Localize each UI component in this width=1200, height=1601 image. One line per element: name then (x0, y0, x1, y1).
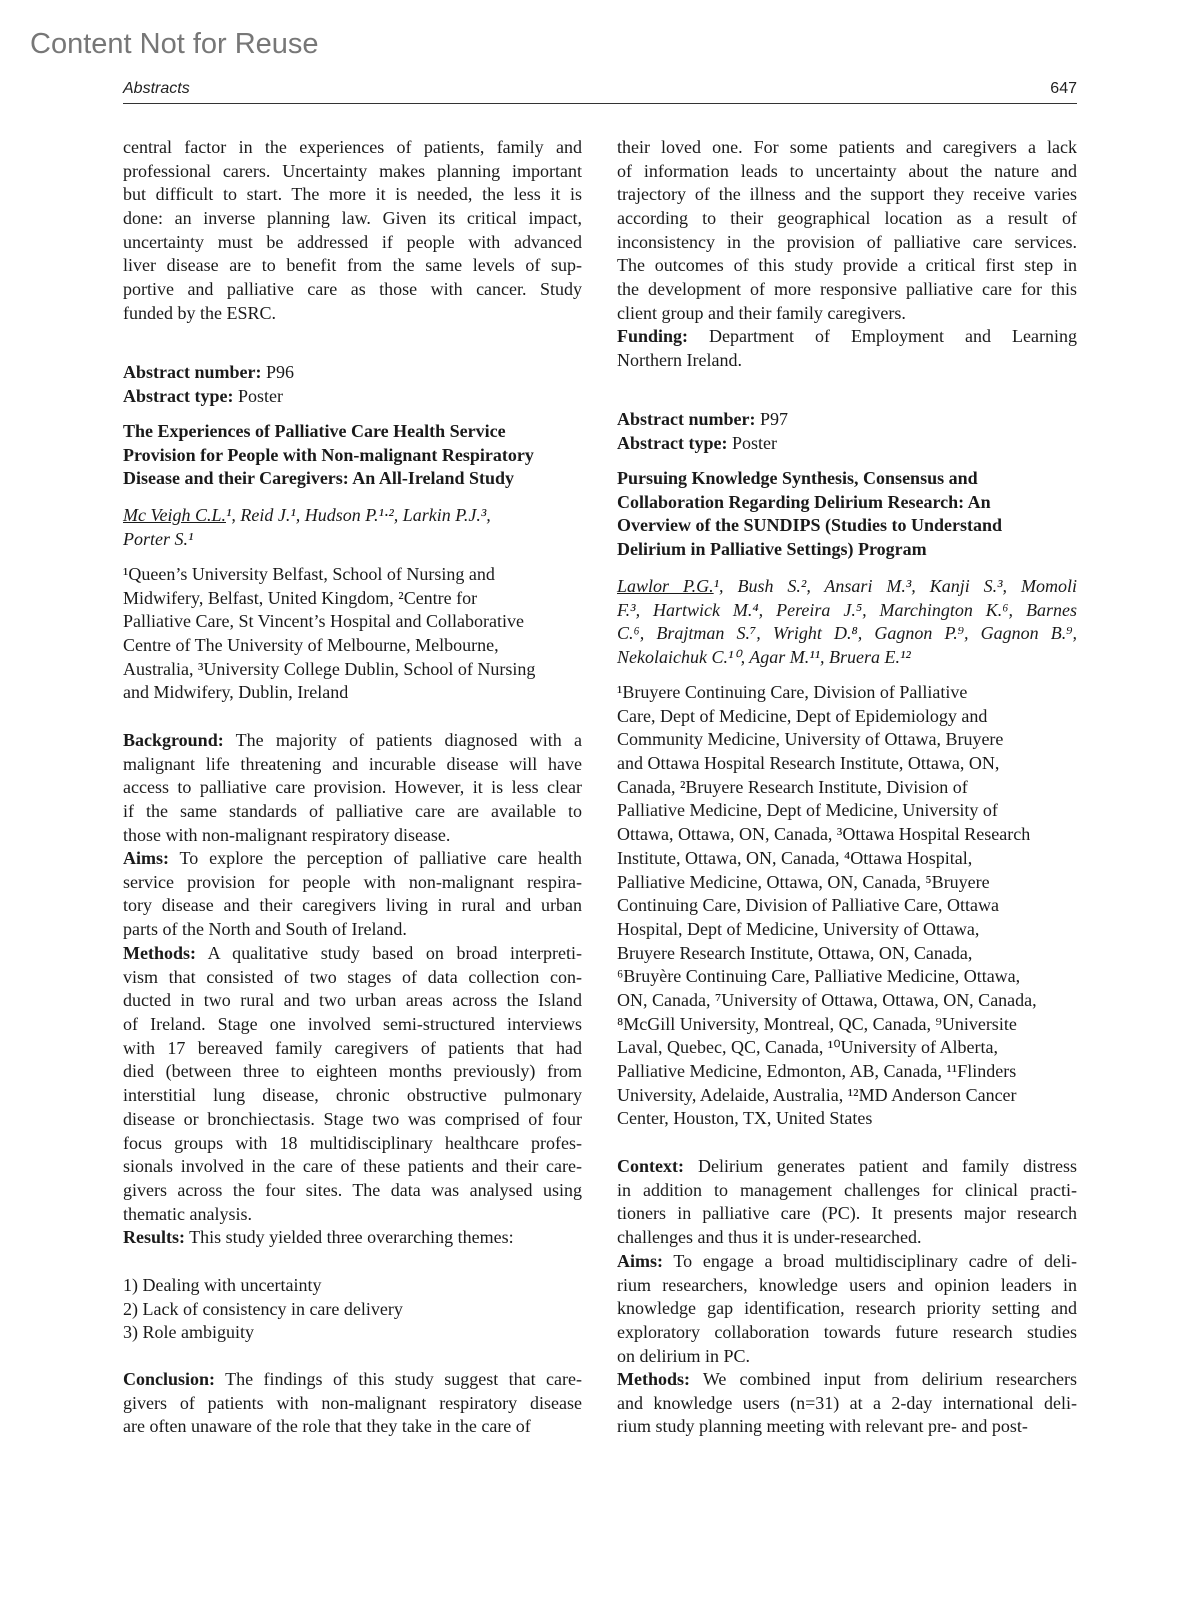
text-line (123, 1037, 582, 1061)
text-line: portive and palliative care as those with cancer. Study (123, 279, 582, 300)
text-line (617, 1321, 1077, 1345)
text-line (617, 575, 1077, 599)
line-text: The majority of patients diagnosed with a (223, 730, 582, 750)
text-line: but difficult to start. The more it is needed, the less it is (123, 184, 582, 205)
text-line: Palliative Medicine, Dept of Medicine, University of (617, 800, 998, 821)
text-line (123, 800, 582, 824)
text-line (123, 504, 582, 528)
section-label: Abstract type: (123, 385, 234, 406)
text-line: Continuing Care, Division of Palliative Care, Ottawa (617, 895, 999, 916)
text-line: Overview of the SUNDIPS (Studies to Understand (617, 515, 1003, 536)
p97-authors (617, 575, 1077, 670)
text-line (123, 871, 582, 895)
text-line (617, 349, 1077, 373)
section-label: Aims: (123, 848, 169, 868)
line-text: ¹, Reid J.¹, Hudson P.¹·², Larkin P.J.³, (226, 505, 491, 525)
text-line (617, 1415, 1077, 1439)
section-label: Abstract number: (617, 409, 756, 429)
line-text: disease or bronchiectasis. Stage two was comprised of four (123, 1108, 582, 1129)
line-text: Poster (727, 432, 777, 453)
text-line (123, 1132, 582, 1156)
line-text: knowledge gap identification, research priority setting and (617, 1298, 1077, 1319)
text-line: Disease and their Caregivers: An All-Ireland Study (123, 468, 515, 489)
text-line (123, 1155, 582, 1179)
text-line (123, 1415, 582, 1439)
text-line (123, 1179, 582, 1203)
text-line: Palliative Medicine, Edmonton, AB, Canada, ¹¹Flinders (617, 1061, 1017, 1081)
text-line: Institute, Ottawa, ON, Canada, ⁴Ottawa Hospital, (617, 847, 973, 868)
text-line: The Experiences of Palliative Care Health Service (123, 421, 506, 441)
text-line (123, 361, 582, 385)
text-line: Hospital, Dept of Medicine, University of Ottawa, (617, 918, 980, 939)
line-text: Department of Employment and Learning (688, 326, 1077, 346)
text-line: trajectory of the illness and the support they receive varies (617, 184, 1077, 205)
line-text: service provision for people with non-malignant respira- (123, 871, 582, 892)
line-text: tory disease and their caregivers living in rural and urban (123, 895, 582, 916)
text-line (123, 776, 582, 800)
text-line: ⁶Bruyère Continuing Care, Palliative Medicine, Ottawa, (617, 966, 1021, 987)
line-text: are often unaware of the role that they take in the care of (123, 1416, 531, 1437)
text-line: Center, Houston, TX, United States (617, 1108, 873, 1129)
text-line: Palliative Care, St Vincent’s Hospital and Collaborative (123, 611, 525, 632)
line-text: died (between three to eighteen months previously) from (123, 1061, 582, 1082)
text-line: 1) Dealing with uncertainty (123, 1275, 322, 1295)
p96-themes-list (123, 1274, 582, 1345)
line-text: and knowledge users (n=31) at a 2-day international deli- (617, 1392, 1077, 1413)
text-line (617, 325, 1077, 349)
line-text: ¹, Bush S.², Ansari M.³, Kanji S.³, Momoli (713, 576, 1077, 596)
line-text: rium study planning meeting with relevant pre- and post- (617, 1416, 1028, 1437)
text-line: Community Medicine, University of Ottawa, Bruyere (617, 729, 1004, 750)
text-line (123, 824, 582, 848)
presenting-author: Lawlor P.G. (617, 576, 714, 596)
line-text: A qualitative study based on broad interpreti- (196, 943, 582, 963)
section-label: Conclusion: (123, 1369, 216, 1389)
right-intro-paragraph (617, 136, 1077, 326)
text-line (123, 894, 582, 918)
p96-aims (123, 847, 582, 942)
p97-title (617, 467, 1077, 562)
line-text: those with non-malignant respiratory disease. (123, 824, 451, 845)
text-line: Palliative Medicine, Ottawa, ON, Canada, ⁵Bruyere (617, 871, 990, 892)
p96-title (123, 420, 582, 491)
line-text: interstitial lung disease, chronic obstructive pulmonary (123, 1085, 582, 1106)
text-line: ⁸McGill University, Montreal, QC, Canada, ⁹Universite (617, 1013, 1017, 1034)
text-line: ¹Queen’s University Belfast, School of Nursing and (123, 564, 495, 584)
line-text: We combined input from delirium researchers (690, 1369, 1077, 1389)
text-line: Australia, ³University College Dublin, School of Nursing (123, 658, 536, 679)
line-text: tioners in palliative care (PC). It presents major research (617, 1203, 1077, 1224)
text-line: of information leads to uncertainty about the nature and (617, 160, 1077, 181)
text-line: 3) Role ambiguity (123, 1322, 254, 1343)
text-line: done: an inverse planning law. Given its critical impact, (123, 208, 582, 229)
line-text: To engage a broad multidisciplinary cadre of deli- (663, 1251, 1077, 1271)
section-label: Abstract type: (617, 432, 728, 453)
line-text: in addition to management challenges for clinical practi- (617, 1179, 1077, 1200)
text-line (617, 1155, 1077, 1179)
line-text: focus groups with 18 multidisciplinary healthcare profes- (123, 1132, 582, 1153)
text-line: ¹Bruyere Continuing Care, Division of Palliative (617, 682, 968, 702)
text-line (123, 1108, 582, 1132)
text-line (123, 385, 582, 409)
text-line (617, 622, 1077, 646)
p97-abstract-meta (617, 408, 1077, 455)
section-label: Context: (617, 1156, 684, 1176)
text-line (123, 729, 582, 753)
p97-aims (617, 1250, 1077, 1368)
presenting-author: Mc Veigh C.L. (123, 505, 226, 525)
text-line: Collaboration Regarding Delirium Research: An (617, 491, 991, 512)
text-line: and Midwifery, Dublin, Ireland (123, 682, 349, 703)
line-text: Delirium generates patient and family distress (683, 1156, 1077, 1176)
text-line (123, 918, 582, 942)
section-label: Background: (123, 730, 224, 750)
line-text: Northern Ireland. (617, 349, 742, 370)
section-label: Methods: (123, 943, 196, 963)
text-line (123, 989, 582, 1013)
line-text: To explore the perception of palliative care health (169, 848, 582, 868)
text-line: ON, Canada, ⁷University of Ottawa, Ottawa, ON, Canada, (617, 989, 1037, 1010)
line-text: on delirium in PC. (617, 1345, 751, 1366)
line-text: givers across the four sites. The data was analysed using (123, 1179, 582, 1200)
text-line (617, 1179, 1077, 1203)
text-line: 2) Lack of consistency in care delivery (123, 1298, 403, 1319)
line-text: if the same standards of palliative care are available to (123, 801, 582, 822)
p96-conclusion (123, 1368, 582, 1439)
text-line: funded by the ESRC. (123, 302, 276, 323)
line-text: Porter S.¹ (123, 528, 194, 549)
text-line (123, 1013, 582, 1037)
text-line: Delirium in Palliative Settings) Program (617, 539, 927, 560)
text-line (617, 1392, 1077, 1416)
line-text: exploratory collaboration towards future research studies (617, 1322, 1077, 1343)
text-line (123, 753, 582, 777)
text-line: the development of more responsive palliative care for this (617, 279, 1077, 300)
section-label: Abstract number: (123, 362, 262, 382)
line-text: challenges and thus it is under-researched. (617, 1227, 922, 1248)
p96-background (123, 729, 582, 847)
text-line (617, 1274, 1077, 1298)
text-line: Laval, Quebec, QC, Canada, ¹⁰University of Alberta, (617, 1037, 998, 1058)
section-label: Aims: (617, 1251, 663, 1271)
text-line (123, 1084, 582, 1108)
page-number: 647 (1050, 80, 1077, 97)
running-head: Abstracts (123, 80, 190, 97)
text-line: Provision for People with Non-malignant Respiratory (123, 444, 534, 465)
text-line: and Ottawa Hospital Research Institute, Ottawa, ON, (617, 753, 1000, 774)
line-text: P97 (755, 409, 788, 429)
p96-authors (123, 504, 582, 551)
line-text: vism that consisted of two stages of data collection con- (123, 966, 582, 987)
p96-funding (617, 325, 1077, 372)
line-text: parts of the North and South of Ireland. (123, 919, 407, 940)
text-line: Care, Dept of Medicine, Dept of Epidemiology and (617, 705, 988, 726)
text-line: Bruyere Research Institute, Ottawa, ON, Canada, (617, 942, 973, 963)
text-line: professional carers. Uncertainty makes planning important (123, 160, 582, 181)
p96-results (123, 1226, 582, 1250)
line-text: malignant life threatening and incurable disease will have (123, 753, 582, 774)
header-rule (123, 103, 1077, 104)
text-line (617, 408, 1077, 432)
line-text: The findings of this study suggest that care- (215, 1369, 582, 1389)
text-line (617, 1250, 1077, 1274)
p96-methods (123, 942, 582, 1226)
line-text: with 17 bereaved family caregivers of patients that had (123, 1037, 582, 1058)
p96-abstract-meta (123, 361, 582, 408)
text-line (123, 1060, 582, 1084)
text-line: The outcomes of this study provide a critical first step in (617, 255, 1077, 276)
line-text: This study yielded three overarching themes: (185, 1227, 514, 1247)
text-line (123, 847, 582, 871)
text-line: inconsistency in the provision of palliative care services. (617, 231, 1077, 252)
line-text: C.⁶, Brajtman S.⁷, Wright D.⁸, Gagnon P.⁹, Gagnon B.⁹, (617, 623, 1077, 644)
p96-affiliations (123, 563, 582, 705)
line-text: access to palliative care provision. However, it is less clear (123, 777, 582, 798)
text-line: liver disease are to benefit from the same levels of sup- (123, 255, 582, 276)
text-line (617, 1368, 1077, 1392)
line-text: of Ireland. Stage one involved semi-structured interviews (123, 1014, 582, 1035)
section-label: Funding: (617, 326, 689, 346)
text-line (123, 1392, 582, 1416)
text-line: according to their geographical location as a result of (617, 208, 1077, 229)
left-intro-paragraph (123, 136, 582, 326)
line-text: rium researchers, knowledge users and opinion leaders in (617, 1274, 1077, 1295)
line-text: givers of patients with non-malignant respiratory disease (123, 1392, 582, 1413)
text-line: Ottawa, Ottawa, ON, Canada, ³Ottawa Hospital Research (617, 824, 1031, 845)
section-label: Results: (123, 1227, 185, 1247)
text-line (617, 646, 1077, 670)
text-line: uncertainty must be addressed if people with advanced (123, 231, 582, 252)
text-line (123, 528, 582, 552)
text-line: Centre of The University of Melbourne, Melbourne, (123, 635, 499, 656)
text-line (123, 1368, 582, 1392)
text-line (123, 966, 582, 990)
p97-affiliations (617, 681, 1077, 1131)
text-line: Pursuing Knowledge Synthesis, Consensus and (617, 468, 978, 488)
line-text: ducted in two rural and two urban areas across the Island (123, 990, 582, 1011)
p97-context (617, 1155, 1077, 1250)
text-line (123, 1226, 582, 1250)
text-line (617, 432, 1077, 456)
text-line: University, Adelaide, Australia, ¹²MD Anderson Cancer (617, 1084, 1017, 1105)
text-line (123, 1203, 582, 1227)
line-text: P96 (261, 362, 294, 382)
text-line: central factor in the experiences of patients, family and (123, 137, 582, 157)
text-line: Canada, ²Bruyere Research Institute, Division of (617, 776, 968, 797)
text-line (617, 1202, 1077, 1226)
text-line: their loved one. For some patients and caregivers a lack (617, 137, 1077, 157)
text-line (617, 1345, 1077, 1369)
text-line: client group and their family caregivers. (617, 302, 906, 323)
watermark: Content Not for Reuse (30, 28, 319, 60)
line-text: thematic analysis. (123, 1203, 252, 1224)
line-text: F.³, Hartwick M.⁴, Pereira J.⁵, Marchington K.⁶, Barnes (617, 599, 1077, 620)
line-text: Nekolaichuk C.¹⁰, Agar M.¹¹, Bruera E.¹² (617, 647, 911, 668)
text-line (617, 599, 1077, 623)
line-text: sionals involved in the care of these patients and their care- (123, 1156, 582, 1177)
text-line (617, 1297, 1077, 1321)
text-line: Midwifery, Belfast, United Kingdom, ²Centre for (123, 587, 478, 608)
section-label: Methods: (617, 1369, 690, 1389)
line-text: Poster (233, 385, 283, 406)
p97-methods-partial (617, 1368, 1077, 1439)
text-line (617, 1226, 1077, 1250)
text-line (123, 942, 582, 966)
